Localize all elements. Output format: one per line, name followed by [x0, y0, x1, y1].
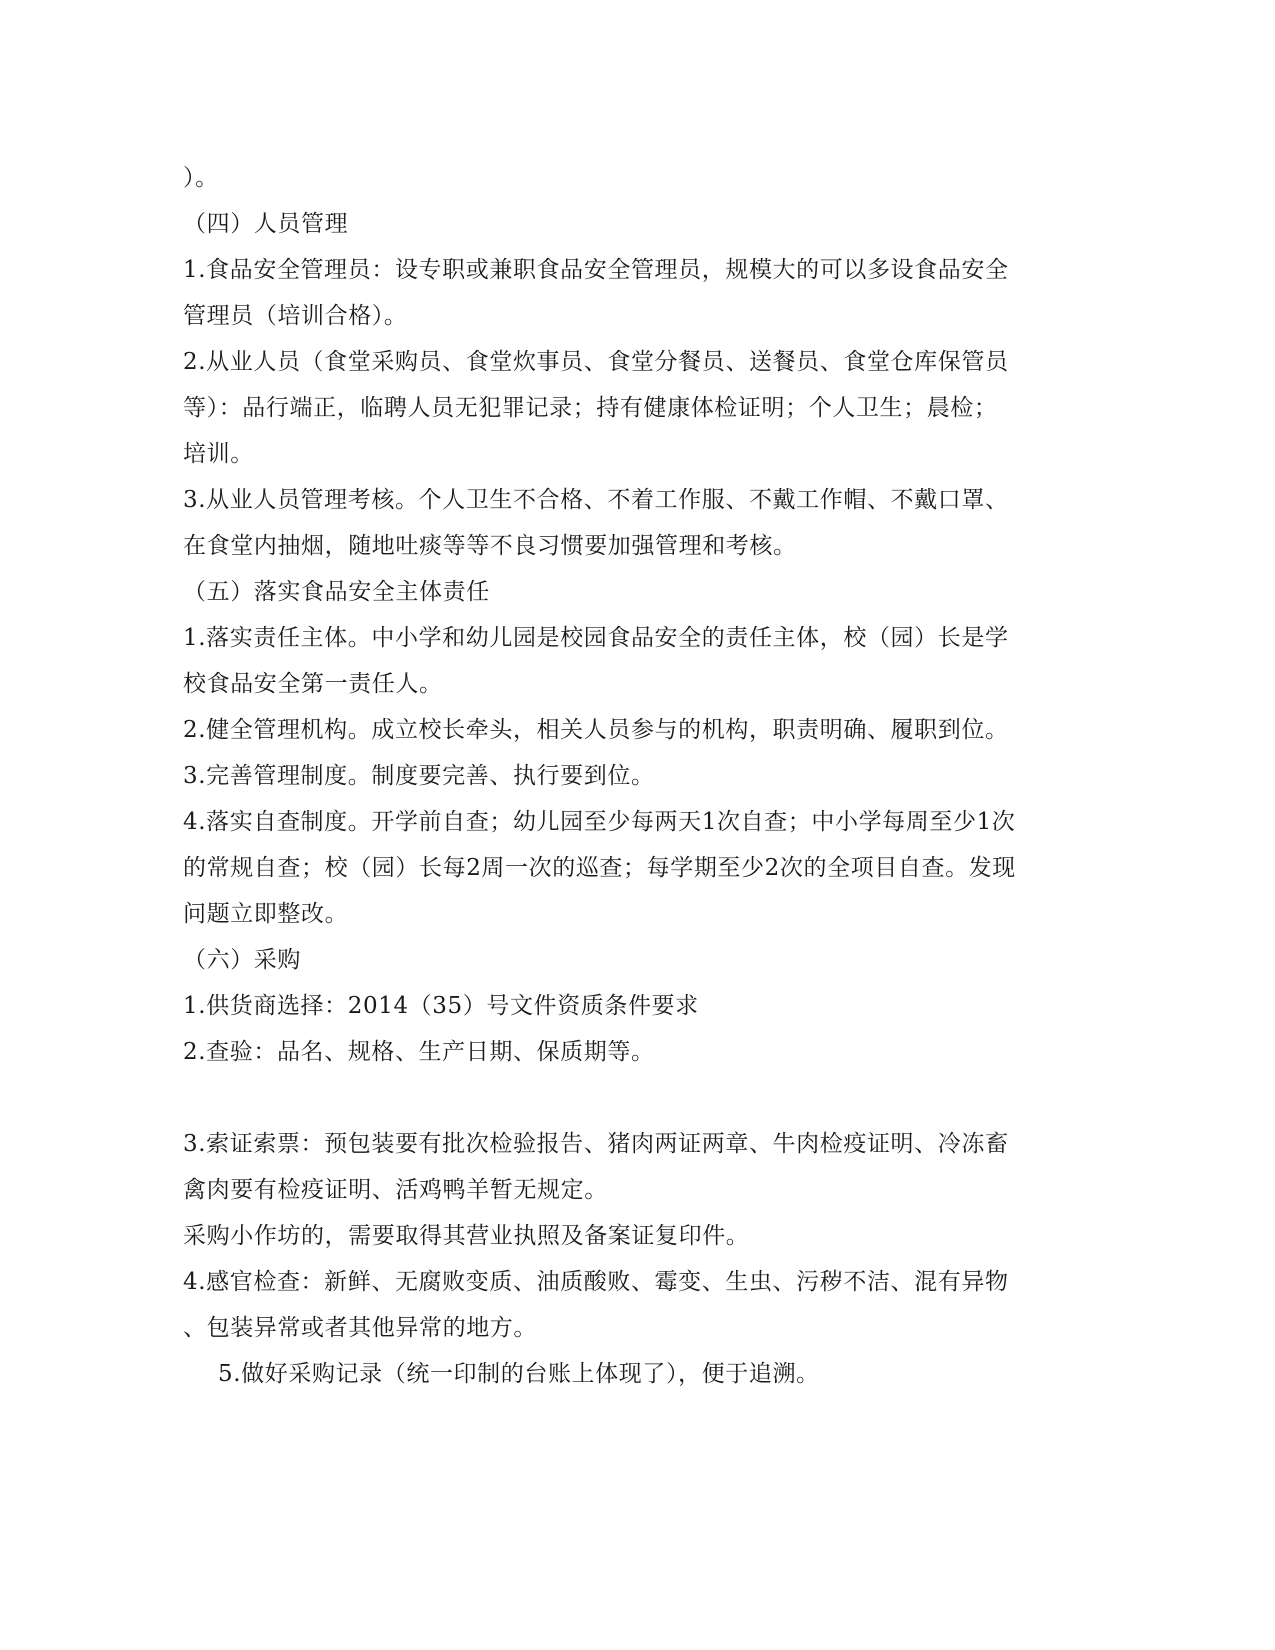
text-line: 校食品安全第一责任人。	[183, 671, 443, 697]
text-line: 2.健全管理机构。成立校长牵头，相关人员参与的机构，职责明确、履职到位。	[183, 717, 1009, 743]
text-line: 的常规自查；校（园）长每2周一次的巡查；每学期至少2次的全项目自查。发现	[183, 855, 1016, 881]
section-heading-responsibility: （五）落实食品安全主体责任	[183, 579, 490, 605]
text-line: 在食堂内抽烟，随地吐痰等等不良习惯要加强管理和考核。	[183, 533, 797, 559]
text-line: 4.落实自查制度。开学前自查；幼儿园至少每两天1次自查；中小学每周至少1次	[183, 809, 1016, 835]
text-line: 管理员（培训合格）。	[183, 303, 408, 329]
text-line: 培训。	[183, 441, 254, 467]
section-heading-procurement: （六）采购	[183, 947, 301, 973]
text-line: 2.查验：品名、规格、生产日期、保质期等。	[183, 1039, 655, 1065]
text-line: 3.索证索票：预包装要有批次检验报告、猪肉两证两章、牛肉检疫证明、冷冻畜	[183, 1131, 1009, 1157]
text-line: 问题立即整改。	[183, 901, 349, 927]
text-line: 3.完善管理制度。制度要完善、执行要到位。	[183, 763, 655, 789]
text-line: 禽肉要有检疫证明、活鸡鸭羊暂无规定。	[183, 1177, 608, 1203]
text-line: 4.感官检查：新鲜、无腐败变质、油质酸败、霉变、生虫、污秽不洁、混有异物	[183, 1269, 1009, 1295]
text-line: 等）：品行端正，临聘人员无犯罪记录；持有健康体检证明；个人卫生；晨检；	[183, 395, 998, 421]
text-line: 、包装异常或者其他异常的地方。	[183, 1315, 537, 1341]
text-line: 1.供货商选择：2014（35）号文件资质条件要求	[183, 993, 699, 1019]
text-line: 5.做好采购记录（统一印制的台账上体现了），便于追溯。	[218, 1361, 820, 1387]
text-line: 采购小作坊的，需要取得其营业执照及备案证复印件。	[183, 1223, 750, 1249]
text-line: 1.食品安全管理员：设专职或兼职食品安全管理员，规模大的可以多设食品安全	[183, 257, 1009, 283]
text-line: 3.从业人员管理考核。个人卫生不合格、不着工作服、不戴工作帽、不戴口罩、	[183, 487, 1009, 513]
text-line: ）。	[183, 165, 219, 191]
text-line: 2.从业人员（食堂采购员、食堂炊事员、食堂分餐员、送餐员、食堂仓库保管员	[183, 349, 1009, 375]
section-heading-personnel: （四）人员管理	[183, 211, 349, 237]
text-line: 1.落实责任主体。中小学和幼儿园是校园食品安全的责任主体，校（园）长是学	[183, 625, 1009, 651]
